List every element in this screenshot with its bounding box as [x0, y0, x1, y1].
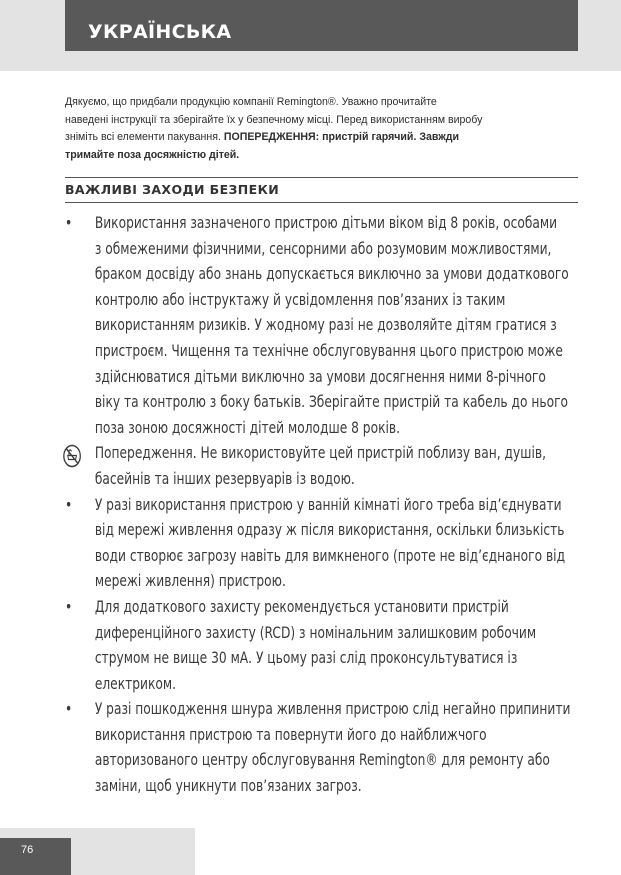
item-line: диференційного захисту (RCD) з номінальним залишковим робочим — [94, 623, 537, 642]
item-line: авторизованого центру обслуговування Remington® для ремонту або — [94, 751, 550, 770]
item-line: У разі пошкодження шнура живлення пристрою слід негайно припинити — [94, 700, 571, 719]
item-line: з обмеженими фізичними, сенсорними або розумовим можливостями, — [94, 239, 552, 258]
language-title: УКРАЇНСЬКА — [88, 20, 232, 43]
item-line: мережі живлення) пристрою. — [94, 572, 286, 591]
item-line: У разі використання пристрою у ванній кімнаті його треба від’єднувати — [94, 495, 562, 514]
bullet: • — [65, 597, 73, 616]
item-line: Для додаткового захисту рекомендується установити пристрій — [94, 597, 509, 616]
bullet: • — [65, 214, 73, 232]
item-line: пристроєм. Чищення та технічне обслуговування цього пристрою може — [94, 341, 563, 360]
list-item — [65, 493, 582, 595]
item-line: басейнів та інших резервуарів із водою. — [94, 469, 355, 488]
page-number-box — [0, 838, 71, 875]
item-line: електриком. — [94, 674, 176, 693]
intro-text: зніміть всі елементи пакування. — [65, 131, 224, 143]
language-header — [65, 0, 578, 51]
bullet: • — [65, 700, 73, 719]
warning-children-text: тримайте поза досяжністю дітей. — [65, 148, 240, 161]
item-line: струмом не вище 30 мА. У цьому разі слід проконсультуватися із — [94, 649, 518, 668]
item-line: від мережі живлення одразу ж після використання, оскільки близькість — [94, 521, 565, 540]
section-title: ВАЖЛИВІ ЗАХОДИ БЕЗПЕКИ — [65, 177, 578, 203]
safety-list — [65, 211, 571, 800]
item-line: браком досвіду або знань допускається виключно за умови додаткового — [94, 265, 569, 284]
intro-paragraph — [65, 94, 578, 164]
item-line: контролю або інструктажу й усвідомлення пов’язаних із таким — [94, 290, 506, 309]
bullet: • — [65, 495, 73, 514]
item-line: віку та контролю з боку батьків. Зберігайте пристрій та кабель до нього — [94, 393, 569, 412]
list-item — [65, 697, 582, 799]
item-line: Використання зазначеного пристрою дітьми віком від 8 років, особами — [94, 214, 558, 232]
intro-line: наведені інструкції та зберігайте їх у безпечному місці. Перед використанням виробу — [65, 113, 483, 126]
item-line: поза зоною досяжності дітей молодше 8 років. — [94, 418, 400, 437]
no-bath-icon — [63, 444, 82, 468]
list-item — [65, 211, 582, 441]
item-line: Попередження. Не використовуйте цей пристрій поблизу ван, душів, — [94, 444, 546, 463]
item-line: заміни, щоб уникнути пов’язаних загроз. — [94, 777, 362, 796]
item-line: здійснюватися дітьми виключно за умови досягнення ними 8-річного — [94, 367, 546, 386]
item-line: використанням ризиків. У жодному разі не дозволяйте дітям гратися з — [94, 316, 557, 335]
intro-line — [65, 129, 578, 147]
list-item — [65, 441, 582, 492]
intro-line: Дякуємо, що придбали продукцію компанії Remington®. Уважно прочитайте — [65, 96, 437, 108]
intro-line — [65, 147, 578, 165]
list-item — [65, 595, 582, 697]
warning-hot-text: ПОПЕРЕДЖЕННЯ: пристрій гарячий. Завжди — [223, 131, 459, 143]
item-line: використання пристрою та повернути його до найближчого — [94, 725, 487, 744]
item-line: води створює загрозу навіть для вимкненого (проте не від’єднаного від — [94, 546, 566, 565]
page-number: 76 — [21, 844, 34, 856]
